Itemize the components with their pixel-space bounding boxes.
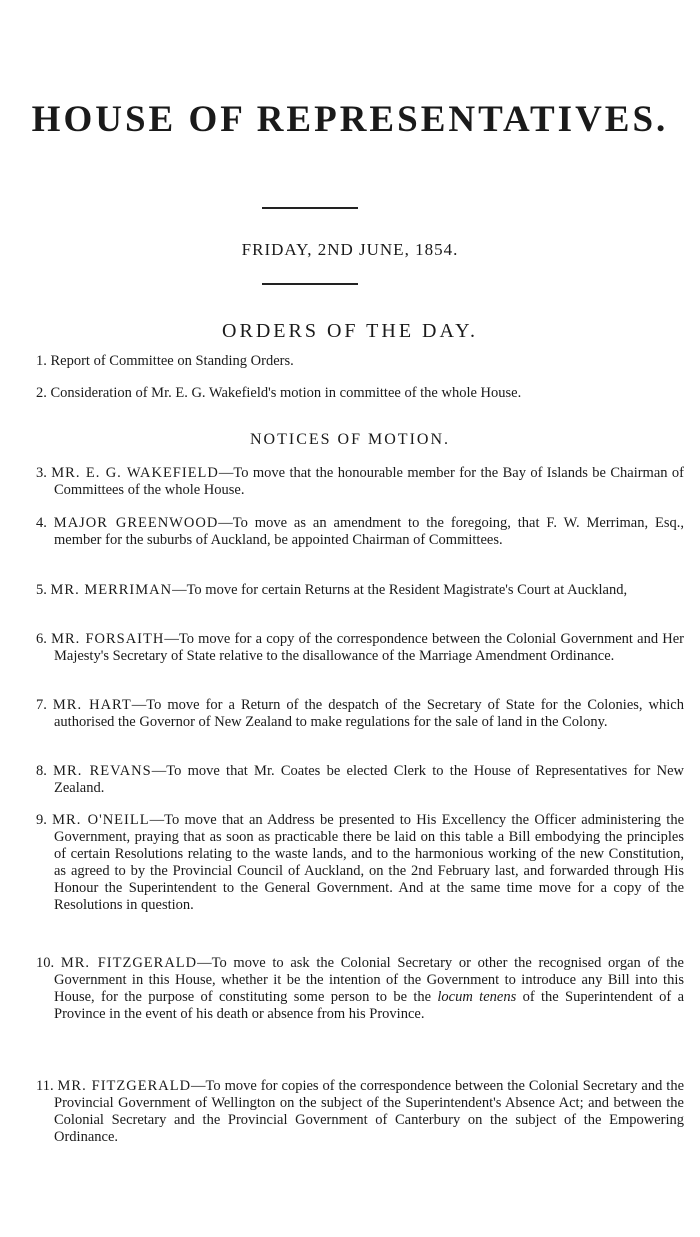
item-text: —To move as an amendment to the foregoing, that F. W. Merriman, Esq., member for the suburbs of Auckland, be appointed Chairman of Committees. (54, 515, 684, 548)
notice-item (36, 955, 684, 1023)
item-number: 6. (36, 631, 47, 647)
notice-item (36, 631, 684, 665)
mover-name: MAJOR GREENWOOD (53, 515, 219, 531)
mover-name: MR. MERRIMAN (50, 582, 173, 598)
notice-item (36, 812, 684, 914)
mover-name: MR. REVANS (53, 763, 152, 779)
mover-name: MR. FORSAITH (51, 631, 165, 647)
item-number: 7. (36, 697, 47, 713)
item-text-italic: locum tenens (437, 989, 517, 1005)
mover-name: MR. FITZGERALD (60, 955, 198, 971)
notice-item (36, 465, 684, 499)
mover-name: MR. FITZGERALD (57, 1078, 192, 1094)
item-text: —To move for a copy of the correspondence between the Colonial Government and Her Majesty's Secretary of State relative to the disallowance of the Marriage Amendment Ordinance. (54, 631, 684, 664)
item-text-part-a: —To move to ask the Colonial Secretary or other the recognised organ of the Government in this House, whether it be the intention of the Government to introduce any Bill into this House, for the purpose of constituting some person to be the (54, 955, 684, 1005)
item-text: Report of Committee on Standing Orders. (50, 353, 294, 369)
item-number: 9. (36, 812, 47, 828)
item-text: —To move for a Return of the despatch of the Secretary of State for the Colonies, which authorised the Governor of New Zealand to make regulations for the sale of land in the Colony. (54, 697, 684, 730)
order-item (36, 385, 684, 402)
order-item (36, 353, 684, 370)
item-number: 4. (36, 515, 47, 531)
item-text-part-b: of the Superintendent of a Province in the event of his death or absence from his Province. (54, 989, 685, 1022)
mover-name: MR. O'NEILL (52, 812, 150, 828)
divider-rule-1 (262, 207, 358, 209)
mover-name: MR. E. G. WAKEFIELD (51, 465, 219, 481)
notice-item (36, 763, 684, 797)
item-text: —To move for copies of the correspondence between the Colonial Secretary and the Provincial Government of Wellington on the subject of the Superintendent's Absence Act; and between the Colonial Secretary and the Provincial Government of Canterbury on the subject of the Empowering Ordinance. (54, 1078, 684, 1145)
item-number: 8. (36, 763, 47, 779)
item-text: Consideration of Mr. E. G. Wakefield's motion in committee of the whole House. (50, 385, 522, 401)
notices-heading: NOTICES OF MOTION. (250, 431, 450, 448)
notice-item (36, 697, 684, 731)
notice-item (36, 515, 684, 549)
item-text: —To move for certain Returns at the Resident Magistrate's Court at Auckland, (172, 582, 628, 598)
sitting-date: FRIDAY, 2ND JUNE, 1854. (241, 240, 459, 259)
orders-heading: ORDERS OF THE DAY. (222, 320, 478, 342)
item-number: 11. (36, 1078, 54, 1094)
item-number: 10. (36, 955, 55, 971)
item-number: 5. (36, 582, 47, 598)
notice-item (36, 582, 684, 599)
page-title: HOUSE OF REPRESENTATIVES. (31, 99, 669, 140)
item-number: 2. (36, 385, 47, 401)
item-number: 3. (36, 465, 47, 481)
item-text: —To move that the honourable member for the Bay of Islands be Chairman of Committees of the whole House. (54, 465, 684, 498)
item-text: —To move that an Address be presented to His Excellency the Officer administering the Government, praying that as soon as practicable there be laid on this table a Bill embodying the principles of certain Resolutions relating to the waste lands, and to the harmonious working of the new Constitution, as agreed to by the Provincial Council of Auckland, on the 2nd February last, and forwarded through His Honour the Superintendent to the General Government. And at the same time move for a copy of the Resolutions in question. (54, 812, 685, 913)
notice-item (36, 1078, 684, 1146)
divider-rule-2 (262, 283, 358, 285)
mover-name: MR. HART (52, 697, 132, 713)
item-text: —To move that Mr. Coates be elected Clerk to the House of Representatives for New Zealand. (54, 763, 685, 796)
item-number: 1. (36, 353, 47, 369)
